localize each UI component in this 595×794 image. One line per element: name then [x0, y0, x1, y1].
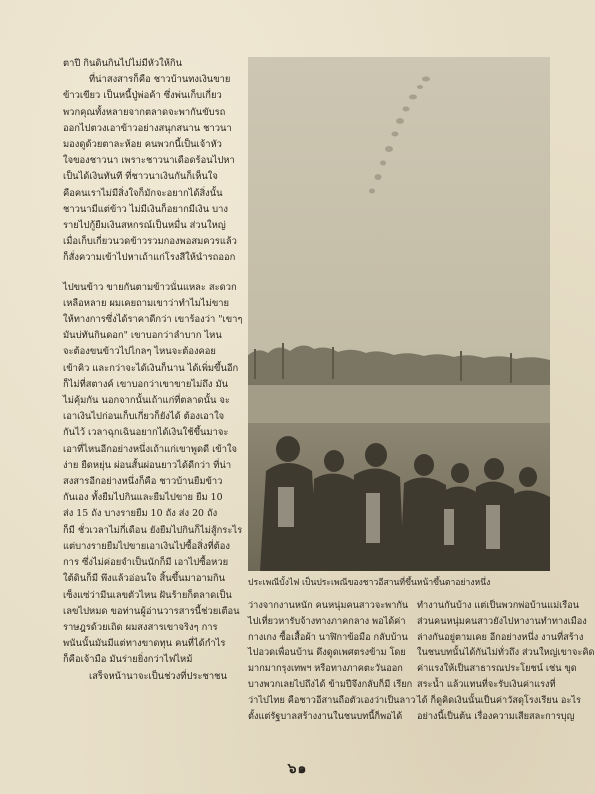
middle-text-column	[248, 598, 416, 724]
text-line: สงสารอีกอย่างหนึ่งก็คือ ชาวบ้านยืมข้าว	[63, 476, 223, 488]
text-line: ก็คือเจ้ามือ มันร่ายยิ่งกว่าไฟไหม้	[63, 654, 193, 666]
text-line: จะต้องขนข้าวไปไกลๆ ไหนจะต้องคอย	[63, 346, 216, 358]
text-line: ง่าย ยืดหยุ่น ผ่อนสั้นผ่อนยาวได้ดีกว่า ที่น่า	[63, 459, 232, 471]
photo-caption: ประเพณีบั้งไฟ เป็นประเพณีของชาวอีสานที่ขึ้นหน้าขึ้นตาอย่างหนึ่ง	[248, 578, 491, 588]
text-line: เลขไปหมด ขอท่านผู้อ่านวารสารนี้ช่วยเตือน	[63, 605, 240, 617]
text-line: การ ซึ่งไม่ค่อยจำเป็นนักก็มี เอาไปซื้อหวย	[63, 557, 229, 569]
text-line: ค่าแรงให้เป็นสาธารณประโยชน์ เช่น ขุด	[417, 663, 577, 675]
text-line: เซ็งแซ่ว่ามีนเลขตัวไหน ฝันร้ายก็ตลาดเป็น	[63, 589, 232, 601]
page-number: ๖๑	[287, 761, 308, 777]
text-line: ใต้ดินก็มี พึงแล้วอ่อนใจ สิ้นขึ้นมาอามกิน	[63, 573, 226, 585]
paragraph-2	[63, 280, 243, 669]
text-line: เหลือหลาย ผมเคยถามเขาว่าทำไมไม่ขาย	[63, 297, 229, 309]
text-line: ไปขนข้าว ขายกันตามข้าวนั่นแหละ สะดวก	[63, 281, 237, 293]
text-line: ว่าไปไทย คือชาวอีสานถือตัวเองว่าเป็นลาว	[248, 694, 416, 706]
photo-illustration	[248, 57, 550, 571]
text-line: ที่น่าสงสารก็คือ ชาวบ้านทงเงินขาย	[89, 74, 231, 86]
text-line: ราษฎรด้วยเถิด ผมสงสารเขาจริงๆ การ	[63, 621, 218, 633]
text-line: บางพวกเลยไปถึงได้ ข้ามปีจึงกลับก็มี เรียก	[248, 678, 413, 690]
text-line: ว่างจากงานหนัก คนหนุ่มคนสาวจะพากัน	[248, 600, 409, 611]
text-line: เข้าคิว และกว่าจะได้เงินก็นาน ได้เพิ่มขึ้นอีก	[63, 362, 239, 374]
text-line: มองดูด้วยตาละห้อย คนพวกนี้เป็นเจ้าหัว	[63, 139, 222, 151]
text-line: เอาที่ไหนอีกอย่างหนึ่งเถ้าแก่เขาพูดดี เข้าใจ	[63, 443, 238, 455]
text-line: กันเอง ทั้งยืมไปกินและยืมไปขาย ยืม 10	[63, 492, 223, 504]
paragraph-gap	[63, 267, 238, 280]
text-line: กางเกง ซื้อเสื้อผ้า นาฬิกาข้อมือ กลับบ้าน	[248, 631, 408, 643]
text-line: ล่างกันอยู่ตามเคย อีกอย่างหนึ่ง งานที่สร้าง	[417, 631, 584, 643]
text-line: มันบ่ทันกินดอก" เขาบอกว่าลำบาก ไหน	[63, 330, 222, 342]
text-line: ตาปี กินดินกินไปไม่มีหัวให้กิน	[63, 58, 182, 69]
text-line: ให้ทางการซึ่งได้ราคาดีกว่า เขาร้องว่า "เขาๆ	[63, 314, 243, 326]
text-line: กันไว้ เวลาฉุกเฉินอยากได้เงินใช้ขึ้นมาจะ	[63, 427, 229, 439]
text-line: ไม่คุ้มกัน นอกจากนั้นเถ้าแก่ที่ตลาดนั้น จะ	[63, 395, 230, 407]
paragraph-3	[63, 669, 238, 685]
text-line: เอาเงินไปก่อนเก็บเกี่ยวก็ยังได้ ต้องเอาใจ	[63, 411, 225, 423]
rocket-festival-photo	[248, 57, 550, 571]
text-line: ชาวนามีแต่ข้าว ไม่มีเงินก็อยากมีเงิน บาง	[63, 203, 228, 215]
paragraph-1	[63, 56, 238, 267]
text-line: อย่างนี้เป็นต้น เรื่องความเสียสละการบุญ	[417, 710, 575, 722]
text-line: ในชนบทนั้นได้กันไม่ทั่วถึง ส่วนใหญ่เขาจะคิด	[417, 647, 595, 659]
text-line: ใจของชาวนา เพราะชาวนาเดือดร้อนไปหา	[63, 155, 235, 167]
text-line: คือคนเราไม่มีสิ่งใจก็มักจะอยากได้สิ่งนั้น	[63, 187, 223, 199]
text-line: ได้ ก็ดูคิดเงินนั้นเป็นค่าวัสดุโรงเรียน อะไร	[417, 694, 581, 706]
text-line: ก็ไม่ที่สตางค์ เขาบอกว่าเขาขายไม่ถึง มัน	[63, 378, 229, 390]
text-line: ก็มี ชั่วเวลาไม่กี่เดือน ยังยืมไปกินก็ไม่สู้กระไร	[63, 524, 243, 536]
field	[248, 385, 550, 425]
text-line: รายไปกู้ยืมเงินสหกรณ์เป็นหมื่น ส่วนใหญ่	[63, 220, 226, 232]
text-line: ออกไปตวงเอาข้าวอย่างสนุกสนาน ชาวนา	[63, 122, 232, 134]
text-line: เสร็จหน้านาจะเป็นช่วงที่ประชาชน	[89, 670, 227, 682]
text-line: ส่วนคนหนุ่มคนสาวยังไปหางานทำทางเมือง	[417, 615, 587, 627]
text-line: แต่บางรายยืมไปขายเอาเงินไปซื้อสิ่งที่ต้อง	[63, 540, 230, 552]
text-line: พวกคุณทั้งหลายจากตลาดจะพากันขับรถ	[63, 106, 226, 118]
right-text-column	[417, 598, 595, 724]
left-text-column	[63, 56, 243, 685]
text-line: เป็นได้เงินทันที ที่ชาวนาเงินกันก็เห็นใจ	[63, 171, 218, 183]
text-line: ไปเที่ยวหารับจ้างทางภาคกลาง พอได้ค่า	[248, 615, 406, 627]
text-line: พนันนั้นมันมีแต่ทางขาดทุน คนที่ได้กำไร	[63, 638, 226, 650]
text-line: มากมากรุงเทพฯ หรือทางภาคตะวันออก	[248, 663, 403, 675]
text-line: สระน้ำ แล้วแทนที่จะรับเงินค่าแรงที่	[417, 678, 556, 690]
text-line: เมื่อเก็บเกี่ยวนวดข้าวรวมกองพอสมควรแล้ว	[63, 236, 237, 248]
text-line: ตั้งแต่รัฐบาลสร้างงานในชนบทนี้ก็พอได้	[248, 710, 403, 722]
text-line: ข้าวเขียว เป็นหนี้ปู่พ่อค้า ซึ่งพ่นเก็บเกี่ยว	[63, 90, 222, 102]
text-line: ก็สั่งความเข้าไปหาเถ้าแก่โรงสีให้นำรถออก	[63, 252, 236, 264]
text-line: ทำงานกันบ้าง แต่เป็นพวกพ่อบ้านแม่เรือน	[417, 600, 579, 611]
text-line: ส่ง 15 ถัง บางรายยืม 10 ถัง ส่ง 20 ถัง	[63, 508, 218, 520]
text-line: ไปอวดเพื่อนบ้าน ดึงดูดเพศตรงข้าม โดย	[248, 647, 406, 659]
